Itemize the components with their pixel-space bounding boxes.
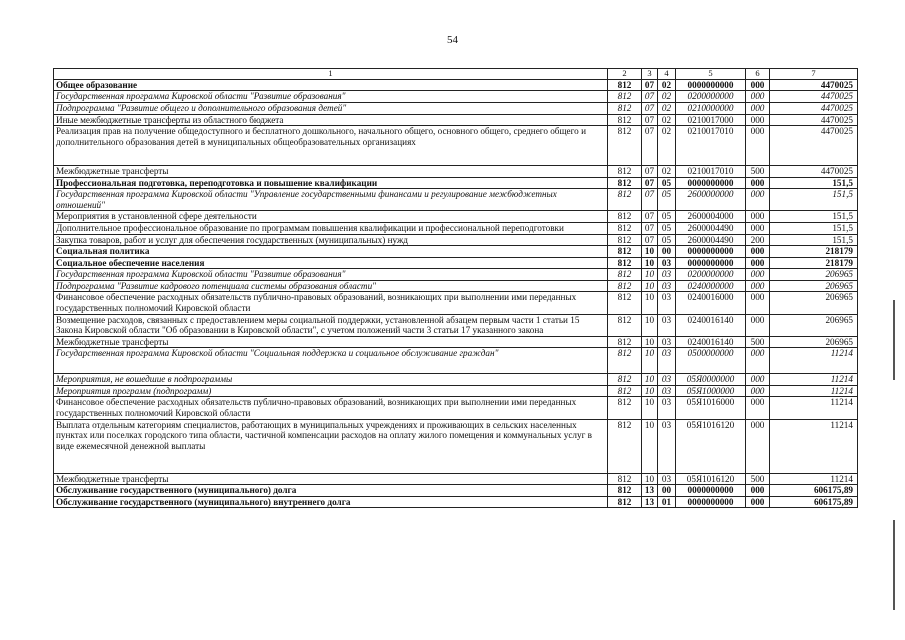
row-name-cell: Межбюджетные трансферты [54,336,608,348]
code-cell-c3: 07 [642,222,658,234]
code-cell-c2: 812 [608,189,642,211]
code-cell-c7: 11214 [770,397,858,419]
code-cell-c2: 812 [608,336,642,348]
code-cell-c7: 218179 [770,257,858,269]
code-cell-c4: 03 [658,419,676,473]
code-cell-c6: 000 [746,114,770,126]
code-cell-c2: 812 [608,211,642,223]
code-cell-c4: 02 [658,166,676,178]
code-cell-c6: 000 [746,374,770,386]
code-cell-c4: 02 [658,126,676,166]
code-cell-c4: 00 [658,485,676,497]
table-row [54,485,858,497]
code-cell-c5: 05Я0000000 [676,374,746,386]
code-cell-c2: 812 [608,222,642,234]
row-name-cell: Государственная программа Кировской области "Социальная поддержка и социальное обслуживание граждан" [54,348,608,374]
code-cell-c6: 500 [746,166,770,178]
row-name-cell: Обслуживание государственного (муниципального) долга [54,485,608,497]
code-cell-c7: 11214 [770,419,858,473]
table-row [54,234,858,246]
code-cell-c2: 812 [608,314,642,336]
code-cell-c3: 07 [642,114,658,126]
row-name-cell: Подпрограмма "Развитие кадрового потенциала системы образования области" [54,280,608,292]
column-number: 5 [676,69,746,80]
row-name-cell: Реализация прав на получение общедоступного и бесплатного дошкольного, начального общего, основного общего, среднего общего и дополнительного образования детей в муниципальных общеобразовательных организациях [54,126,608,166]
row-name-cell: Мероприятия в установленной сфере деятельности [54,211,608,223]
row-name-cell: Закупка товаров, работ и услуг для обеспечения государственных (муниципальных) нужд [54,234,608,246]
code-cell-c3: 10 [642,292,658,314]
code-cell-c4: 05 [658,234,676,246]
code-cell-c6: 000 [746,385,770,397]
code-cell-c7: 206965 [770,314,858,336]
table-row [54,222,858,234]
code-cell-c4: 03 [658,269,676,281]
row-name-cell: Обслуживание государственного (муниципального) внутреннего долга [54,496,608,508]
row-name-cell: Мероприятия, не вошедшие в подпрограммы [54,374,608,386]
code-cell-c5: 0210017010 [676,166,746,178]
code-cell-c6: 000 [746,419,770,473]
code-cell-c6: 000 [746,496,770,508]
budget-table [53,68,858,508]
table-row [54,419,858,473]
code-cell-c2: 812 [608,257,642,269]
code-cell-c5: 05Я1016000 [676,397,746,419]
column-number: 2 [608,69,642,80]
code-cell-c5: 2600004490 [676,234,746,246]
code-cell-c2: 812 [608,126,642,166]
code-cell-c2: 812 [608,114,642,126]
code-cell-c5: 0000000000 [676,177,746,189]
code-cell-c2: 812 [608,374,642,386]
code-cell-c7: 606175,89 [770,485,858,497]
code-cell-c7: 606175,89 [770,496,858,508]
code-cell-c3: 10 [642,280,658,292]
code-cell-c7: 206965 [770,280,858,292]
code-cell-c5: 05Я1016120 [676,473,746,485]
code-cell-c5: 0210017010 [676,126,746,166]
column-number: 6 [746,69,770,80]
table-row [54,177,858,189]
table-row [54,102,858,114]
code-cell-c6: 000 [746,177,770,189]
scan-edge-mark [893,520,895,610]
code-cell-c5: 0210000000 [676,102,746,114]
code-cell-c5: 2600004490 [676,222,746,234]
code-cell-c7: 4470025 [770,91,858,103]
row-name-cell: Государственная программа Кировской области "Развитие образования" [54,269,608,281]
row-name-cell: Государственная программа Кировской области "Управление государственными финансами и регулирование межбюджетных отношений" [54,189,608,211]
table-row [54,385,858,397]
code-cell-c6: 000 [746,102,770,114]
code-cell-c5: 05Я1016120 [676,419,746,473]
code-cell-c4: 05 [658,189,676,211]
code-cell-c4: 03 [658,257,676,269]
code-cell-c5: 0240016140 [676,336,746,348]
column-number: 7 [770,69,858,80]
table-row [54,189,858,211]
code-cell-c4: 02 [658,91,676,103]
row-name-cell: Дополнительное профессиональное образование по программам повышения квалификации и профессиональной переподготовки [54,222,608,234]
table-row [54,79,858,91]
code-cell-c4: 03 [658,336,676,348]
code-cell-c3: 07 [642,166,658,178]
code-cell-c2: 812 [608,166,642,178]
code-cell-c2: 812 [608,91,642,103]
row-name-cell: Социальное обеспечение населения [54,257,608,269]
code-cell-c4: 05 [658,177,676,189]
table-row [54,473,858,485]
table-row [54,348,858,374]
code-cell-c6: 500 [746,473,770,485]
code-cell-c3: 13 [642,496,658,508]
code-cell-c4: 05 [658,211,676,223]
code-cell-c7: 11214 [770,473,858,485]
code-cell-c5: 0240016140 [676,314,746,336]
row-name-cell: Выплата отдельным категориям специалистов, работающих в муниципальных учреждениях и проживающих в сельских населенных пунктах или поселках городского типа области, частичной компенсации расходов на оплату жилого помещения и коммунальных услуг в виде ежемесячной денежной выплаты [54,419,608,473]
code-cell-c5: 0240000000 [676,280,746,292]
code-cell-c4: 05 [658,222,676,234]
code-cell-c2: 812 [608,496,642,508]
row-name-cell: Возмещение расходов, связанных с предоставлением меры социальной поддержки, установленной абзацем первым части 1 статьи 15 Закона Кировской области "Об образовании в Кировской области", с учетом положений части 3 статьи 17 указанного закона [54,314,608,336]
code-cell-c4: 02 [658,102,676,114]
table-row [54,211,858,223]
row-name-cell: Подпрограмма "Развитие общего и дополнительного образования детей" [54,102,608,114]
code-cell-c6: 000 [746,397,770,419]
table-row [54,292,858,314]
row-name-cell: Государственная программа Кировской области "Развитие образования" [54,91,608,103]
code-cell-c3: 07 [642,126,658,166]
code-cell-c6: 000 [746,257,770,269]
code-cell-c3: 07 [642,234,658,246]
code-cell-c6: 000 [746,292,770,314]
code-cell-c7: 151,5 [770,211,858,223]
row-name-cell: Социальная политика [54,246,608,258]
code-cell-c3: 10 [642,374,658,386]
code-cell-c5: 2600004000 [676,211,746,223]
code-cell-c5: 0000000000 [676,257,746,269]
code-cell-c3: 07 [642,91,658,103]
table-row [54,496,858,508]
code-cell-c7: 206965 [770,292,858,314]
code-cell-c4: 03 [658,280,676,292]
code-cell-c2: 812 [608,485,642,497]
code-cell-c2: 812 [608,385,642,397]
table-row [54,114,858,126]
code-cell-c4: 02 [658,114,676,126]
code-cell-c7: 206965 [770,269,858,281]
code-cell-c4: 03 [658,314,676,336]
code-cell-c6: 000 [746,91,770,103]
scan-edge-mark [893,300,895,380]
code-cell-c5: 0500000000 [676,348,746,374]
row-name-cell: Мероприятия программ (подпрограмм) [54,385,608,397]
table-row [54,257,858,269]
code-cell-c7: 4470025 [770,114,858,126]
row-name-cell: Профессиональная подготовка, переподготовка и повышение квалификации [54,177,608,189]
table-row [54,374,858,386]
code-cell-c6: 000 [746,189,770,211]
code-cell-c4: 03 [658,374,676,386]
code-cell-c5: 0000000000 [676,496,746,508]
code-cell-c2: 812 [608,246,642,258]
code-cell-c2: 812 [608,292,642,314]
column-number-row [54,69,858,80]
table-row [54,397,858,419]
code-cell-c2: 812 [608,348,642,374]
code-cell-c6: 000 [746,314,770,336]
page-number: 54 [447,34,458,46]
table-row [54,314,858,336]
code-cell-c3: 10 [642,385,658,397]
code-cell-c6: 000 [746,126,770,166]
code-cell-c4: 02 [658,79,676,91]
code-cell-c5: 0240016000 [676,292,746,314]
column-number: 4 [658,69,676,80]
code-cell-c4: 01 [658,496,676,508]
code-cell-c6: 500 [746,336,770,348]
code-cell-c2: 812 [608,234,642,246]
code-cell-c5: 0000000000 [676,246,746,258]
code-cell-c7: 151,5 [770,189,858,211]
code-cell-c5: 0000000000 [676,79,746,91]
code-cell-c7: 11214 [770,385,858,397]
code-cell-c3: 07 [642,177,658,189]
code-cell-c6: 000 [746,246,770,258]
table-row [54,336,858,348]
code-cell-c2: 812 [608,102,642,114]
table-row [54,91,858,103]
code-cell-c7: 151,5 [770,234,858,246]
code-cell-c5: 2600000000 [676,189,746,211]
code-cell-c4: 03 [658,348,676,374]
code-cell-c4: 00 [658,246,676,258]
code-cell-c6: 000 [746,348,770,374]
code-cell-c6: 000 [746,211,770,223]
code-cell-c3: 10 [642,269,658,281]
code-cell-c2: 812 [608,280,642,292]
code-cell-c7: 11214 [770,374,858,386]
code-cell-c5: 0000000000 [676,485,746,497]
code-cell-c4: 03 [658,292,676,314]
code-cell-c4: 03 [658,397,676,419]
code-cell-c6: 000 [746,280,770,292]
code-cell-c3: 13 [642,485,658,497]
code-cell-c6: 000 [746,222,770,234]
column-number: 1 [54,69,608,80]
code-cell-c7: 4470025 [770,166,858,178]
row-name-cell: Иные межбюджетные трансферты из областного бюджета [54,114,608,126]
row-name-cell: Финансовое обеспечение расходных обязательств публично-правовых образований, возникающих при выполнении ими переданных государственных полномочий Кировской области [54,397,608,419]
code-cell-c6: 000 [746,269,770,281]
code-cell-c3: 10 [642,336,658,348]
code-cell-c7: 151,5 [770,222,858,234]
code-cell-c3: 07 [642,211,658,223]
code-cell-c3: 10 [642,246,658,258]
code-cell-c6: 200 [746,234,770,246]
code-cell-c4: 03 [658,473,676,485]
code-cell-c2: 812 [608,269,642,281]
code-cell-c5: 05Я1000000 [676,385,746,397]
code-cell-c7: 206965 [770,336,858,348]
row-name-cell: Финансовое обеспечение расходных обязательств публично-правовых образований, возникающих при выполнении ими переданных государственных полномочий Кировской области [54,292,608,314]
code-cell-c3: 07 [642,189,658,211]
code-cell-c3: 10 [642,257,658,269]
code-cell-c2: 812 [608,397,642,419]
code-cell-c6: 000 [746,485,770,497]
code-cell-c2: 812 [608,79,642,91]
table-row [54,246,858,258]
code-cell-c4: 03 [658,385,676,397]
table-row [54,126,858,166]
code-cell-c7: 4470025 [770,102,858,114]
code-cell-c6: 000 [746,79,770,91]
column-number: 3 [642,69,658,80]
code-cell-c3: 10 [642,473,658,485]
code-cell-c3: 10 [642,397,658,419]
code-cell-c7: 218179 [770,246,858,258]
code-cell-c5: 0200000000 [676,91,746,103]
code-cell-c5: 0210017000 [676,114,746,126]
table-row [54,280,858,292]
table-row [54,269,858,281]
code-cell-c2: 812 [608,473,642,485]
code-cell-c5: 0200000000 [676,269,746,281]
row-name-cell: Межбюджетные трансферты [54,473,608,485]
code-cell-c3: 07 [642,102,658,114]
code-cell-c3: 10 [642,419,658,473]
code-cell-c7: 151,5 [770,177,858,189]
code-cell-c3: 07 [642,79,658,91]
code-cell-c7: 4470025 [770,126,858,166]
table-row [54,166,858,178]
code-cell-c2: 812 [608,177,642,189]
code-cell-c7: 4470025 [770,79,858,91]
code-cell-c2: 812 [608,419,642,473]
code-cell-c3: 10 [642,314,658,336]
code-cell-c7: 11214 [770,348,858,374]
row-name-cell: Общее образование [54,79,608,91]
row-name-cell: Межбюджетные трансферты [54,166,608,178]
code-cell-c3: 10 [642,348,658,374]
